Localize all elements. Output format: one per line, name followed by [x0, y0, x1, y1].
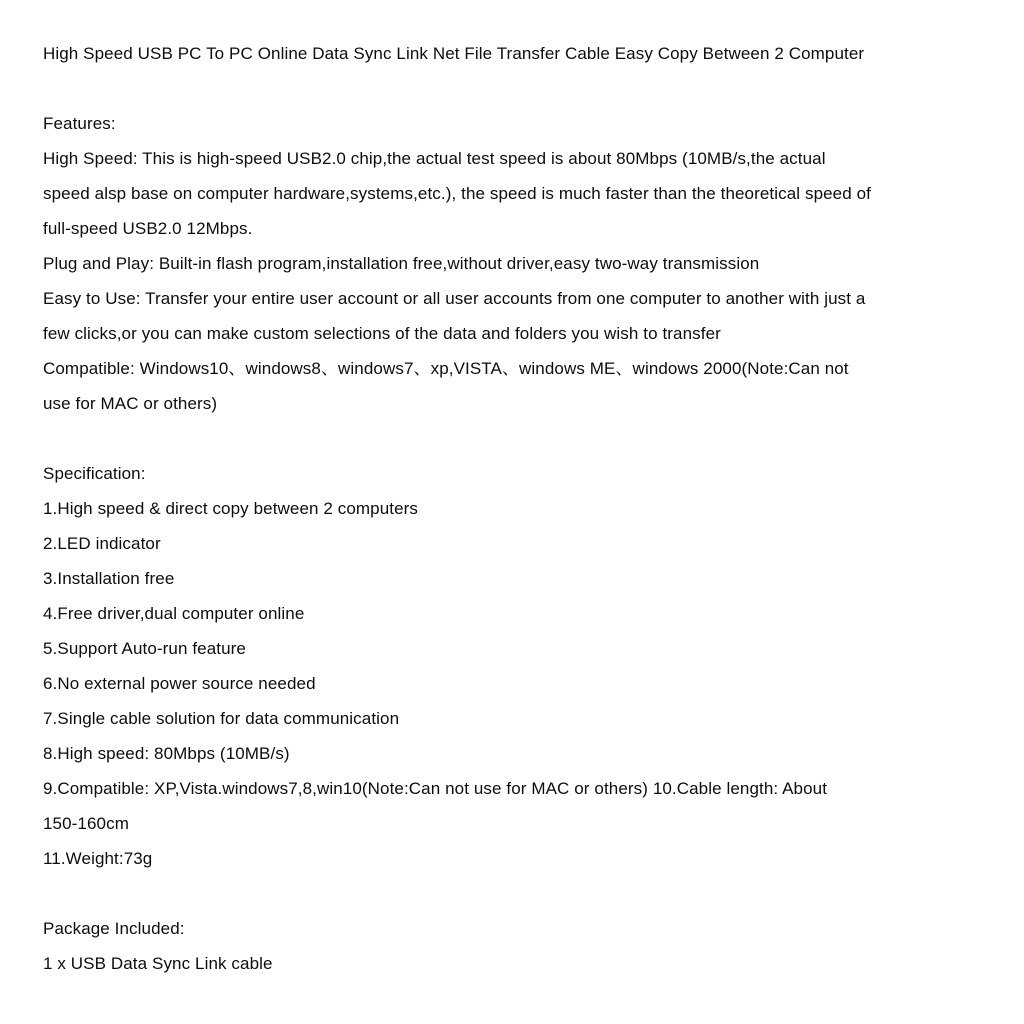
features-heading: Features: [43, 114, 116, 133]
blank-line [43, 71, 994, 106]
specification-item: 1.High speed & direct copy between 2 computers [43, 499, 419, 518]
features-text-line: Easy to Use: Transfer your entire user account or all user accounts from one computer to another with just a [43, 289, 866, 308]
features-text-line: High Speed: This is high-speed USB2.0 chip,the actual test speed is about 80Mbps (10MB/s,the actual [43, 149, 826, 168]
specification-item: 3.Installation free [43, 569, 175, 588]
specification-heading: Specification: [43, 464, 146, 483]
blank-line [43, 421, 994, 456]
specification-item: 11.Weight:73g [43, 849, 153, 868]
specification-item: 4.Free driver,dual computer online [43, 604, 305, 623]
features-text-line: speed alsp base on computer hardware,systems,etc.), the speed is much faster than the theoretical speed of [43, 184, 871, 203]
features-text-line: Compatible: Windows10、windows8、windows7、xp,VISTA、windows ME、windows 2000(Note:Can not [43, 359, 849, 378]
specification-item: 8.High speed: 80Mbps (10MB/s) [43, 744, 290, 763]
specification-item: 9.Compatible: XP,Vista.windows7,8,win10(Note:Can not use for MAC or others) 10.Cable length: About [43, 779, 828, 798]
blank-line [43, 876, 994, 911]
features-text-line: few clicks,or you can make custom selections of the data and folders you wish to transfer [43, 324, 721, 343]
specification-item: 150-160cm [43, 814, 129, 833]
specification-item: 7.Single cable solution for data communication [43, 709, 400, 728]
features-text-line: Plug and Play: Built-in flash program,installation free,without driver,easy two-way transmission [43, 254, 760, 273]
product-title: High Speed USB PC To PC Online Data Sync Link Net File Transfer Cable Easy Copy Between 2 Computer [43, 44, 865, 63]
package-included-item: 1 x USB Data Sync Link cable [43, 954, 273, 973]
specification-item: 6.No external power source needed [43, 674, 316, 693]
features-text-line: full-speed USB2.0 12Mbps. [43, 219, 253, 238]
features-text-line: use for MAC or others) [43, 394, 218, 413]
package-included-heading: Package Included: [43, 919, 185, 938]
specification-item: 5.Support Auto-run feature [43, 639, 246, 658]
specification-item: 2.LED indicator [43, 534, 161, 553]
